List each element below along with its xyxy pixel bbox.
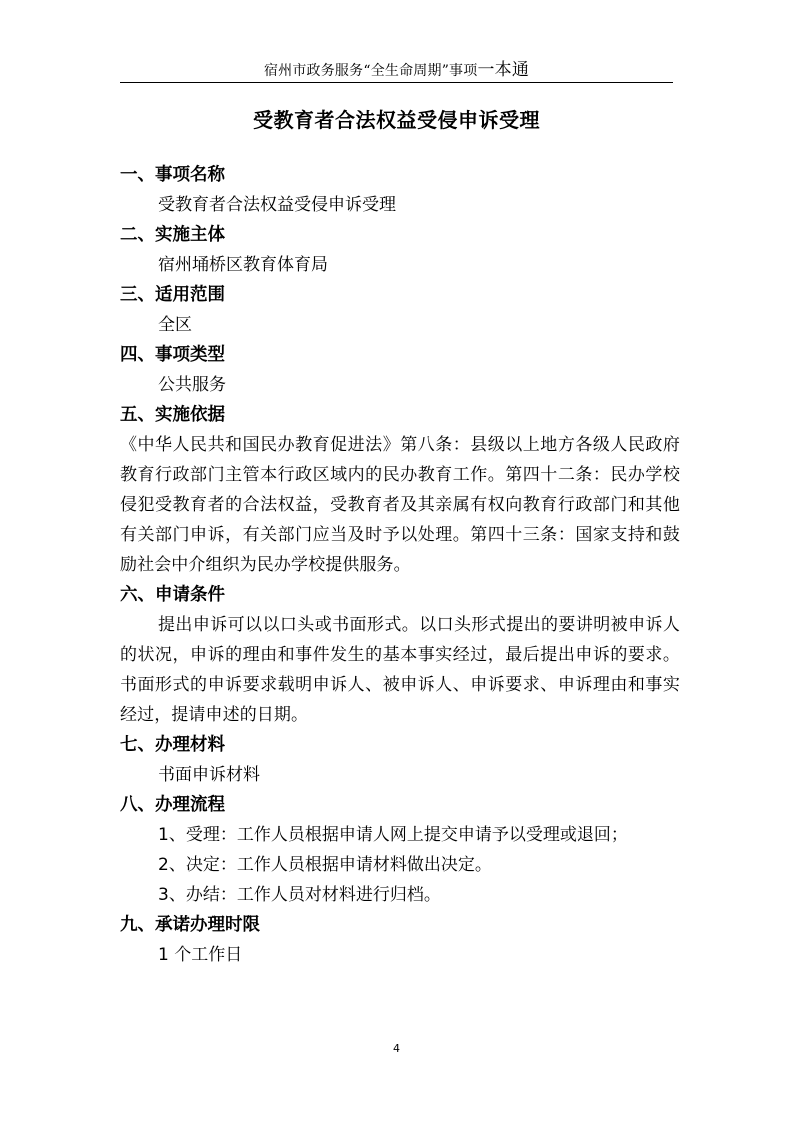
section-paragraph: 提出申诉可以以口头或书面形式。以口头形式提出的要讲明被申诉人的状况，申诉的理由和事件发生的基本事实经过，最后提出申诉的要求。书面形式的申诉要求载明申诉人、被申诉人、申诉要求、申诉理由和事实经过，提请申述的日期。 — [120, 615, 680, 725]
section-value: 公共服务 — [158, 375, 226, 395]
section-process — [120, 790, 680, 910]
section-time-limit — [120, 910, 680, 970]
section-value: 书面申诉材料 — [158, 765, 260, 785]
running-header-emphasis: 一本通 — [477, 60, 530, 80]
section-value: 全区 — [158, 315, 192, 335]
section-heading: 三、适用范围 — [120, 285, 225, 305]
section-heading: 七、办理材料 — [120, 735, 225, 755]
process-step: 2、决定：工作人员根据申请材料做出决定。 — [158, 855, 492, 875]
section-materials — [120, 730, 680, 790]
section-item-name — [120, 160, 680, 220]
section-heading: 二、实施主体 — [120, 225, 225, 245]
document-body — [120, 160, 680, 970]
process-step: 3、办结：工作人员对材料进行归档。 — [158, 885, 441, 905]
section-value: 宿州埇桥区教育体育局 — [158, 255, 328, 275]
running-header-text: 宿州市政务服务“全生命周期”事项 — [263, 63, 478, 79]
section-scope — [120, 280, 680, 340]
section-heading: 五、实施依据 — [120, 405, 225, 425]
process-step: 1、受理：工作人员根据申请人网上提交申请予以受理或退回； — [158, 825, 628, 845]
section-heading: 四、事项类型 — [120, 345, 225, 365]
section-conditions — [120, 580, 680, 730]
section-heading: 一、事项名称 — [120, 165, 225, 185]
section-heading: 九、承诺办理时限 — [120, 915, 260, 935]
section-heading: 八、办理流程 — [120, 795, 225, 815]
section-value: 受教育者合法权益受侵申诉受理 — [158, 195, 396, 215]
section-paragraph: 《中华人民共和国民办教育促进法》第八条：县级以上地方各级人民政府教育行政部门主管本行政区域内的民办教育工作。第四十二条：民办学校侵犯受教育者的合法权益，受教育者及其亲属有权向教育行政部门和其他有关部门申诉，有关部门应当及时予以处理。第四十三条：国家支持和鼓励社会中介组织为民办学校提供服务。 — [120, 435, 680, 575]
section-heading: 六、申请条件 — [120, 585, 225, 605]
header-divider — [120, 82, 673, 83]
running-header — [120, 60, 673, 81]
section-item-type — [120, 340, 680, 400]
section-value: 1 个工作日 — [158, 945, 243, 965]
document-title: 受教育者合法权益受侵申诉受理 — [253, 108, 540, 132]
section-legal-basis — [120, 400, 680, 580]
section-implementer — [120, 220, 680, 280]
page-number: 4 — [393, 1042, 400, 1055]
